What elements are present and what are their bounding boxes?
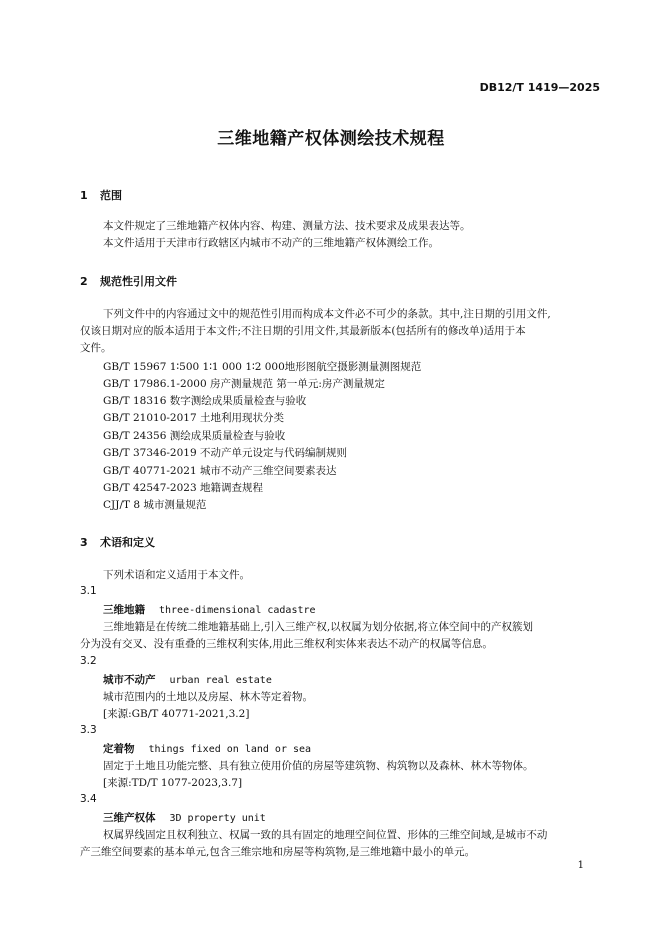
term-definition: 分为没有交叉、没有重叠的三维权利实体,用此三维权利实体来表达不动产的权属等信息。: [80, 638, 493, 650]
section-number: 3: [80, 536, 88, 549]
term-definition: 产三维空间要素的基本单元,包含三维宗地和房屋等构筑物,是三维地籍中最小的单元。: [80, 846, 476, 858]
section-heading-refs: [80, 273, 177, 289]
term-source: [来源:TD/T 1077-2023,3.7]: [103, 777, 243, 789]
term-entry: [103, 602, 316, 617]
page-number: 1: [577, 860, 584, 871]
term-entry: [103, 810, 266, 825]
reference-item: GB/T 17986.1-2000 房产测量规范 第一单元:房产测量规定: [103, 378, 385, 390]
term-english: things fixed on land or sea: [148, 744, 312, 755]
paragraph-line: 仅该日期对应的版本适用于本文件;不注日期的引用文件,其最新版本(包括所有的修改单)适用于本: [80, 325, 526, 337]
paragraph: 下列术语和定义适用于本文件。: [103, 569, 250, 581]
term-chinese: 三维产权体: [103, 812, 156, 824]
reference-item: GB/T 37346-2019 不动产单元设定与代码编制规则: [103, 447, 347, 459]
term-number: 3.2: [80, 655, 97, 667]
reference-item: CJJ/T 8 城市测量规范: [103, 499, 207, 511]
reference-item: GB/T 42547-2023 地籍调查规程: [103, 482, 263, 494]
paragraph: 本文件适用于天津市行政辖区内城市不动产的三维地籍产权体测绘工作。: [103, 237, 439, 249]
reference-item: GB/T 40771-2021 城市不动产三维空间要素表达: [103, 465, 337, 477]
paragraph-line: 下列文件中的内容通过文中的规范性引用而构成本文件必不可少的条款。其中,注日期的引用文件,: [103, 308, 551, 320]
section-title: 范围: [100, 189, 122, 202]
section-heading-terms: [80, 534, 155, 550]
reference-item: GB/T 24356 测绘成果质量检查与验收: [103, 430, 286, 442]
reference-item: GB/T 18316 数字测绘成果质量检查与验收: [103, 395, 307, 407]
section-title: 术语和定义: [100, 536, 155, 549]
term-definition: 权属界线固定且权利独立、权属一致的具有固定的地理空间位置、形体的三维空间域,是城市不动: [103, 829, 548, 841]
term-chinese: 三维地籍: [103, 604, 145, 616]
document-title: 三维地籍产权体测绘技术规程: [217, 129, 445, 149]
section-title: 规范性引用文件: [100, 275, 177, 288]
term-english: urban real estate: [169, 675, 272, 686]
term-definition: 固定于土地且功能完整、具有独立使用价值的房屋等建筑物、构筑物以及森林、林木等物体。: [103, 760, 534, 772]
term-chinese: 定着物: [103, 743, 135, 755]
paragraph-line: 文件。: [80, 342, 112, 354]
term-entry: [103, 672, 272, 687]
section-number: 2: [80, 275, 88, 288]
section-number: 1: [80, 189, 88, 202]
term-entry: [103, 741, 311, 756]
reference-item: GB/T 15967 1∶500 1∶1 000 1∶2 000地形图航空摄影测量测图规范: [103, 361, 422, 373]
paragraph: 本文件规定了三维地籍产权体内容、构建、测量方法、技术要求及成果表达等。: [103, 220, 471, 232]
term-number: 3.3: [80, 724, 97, 736]
term-english: three-dimensional cadastre: [159, 605, 316, 616]
term-definition: 三维地籍是在传统二维地籍基础上,引入三维产权,以权属为划分依据,将立体空间中的产权簇划: [103, 621, 534, 633]
section-heading-scope: [80, 187, 122, 203]
term-english: 3D property unit: [169, 813, 266, 824]
term-chinese: 城市不动产: [103, 674, 156, 686]
term-number: 3.4: [80, 793, 97, 805]
reference-item: GB/T 21010-2017 土地利用现状分类: [103, 412, 284, 424]
document-code: DB12/T 1419—2025: [479, 81, 600, 94]
term-definition: 城市范围内的土地以及房屋、林木等定着物。: [103, 691, 313, 703]
term-number: 3.1: [80, 585, 97, 597]
term-source: [来源:GB/T 40771-2021,3.2]: [103, 708, 250, 720]
